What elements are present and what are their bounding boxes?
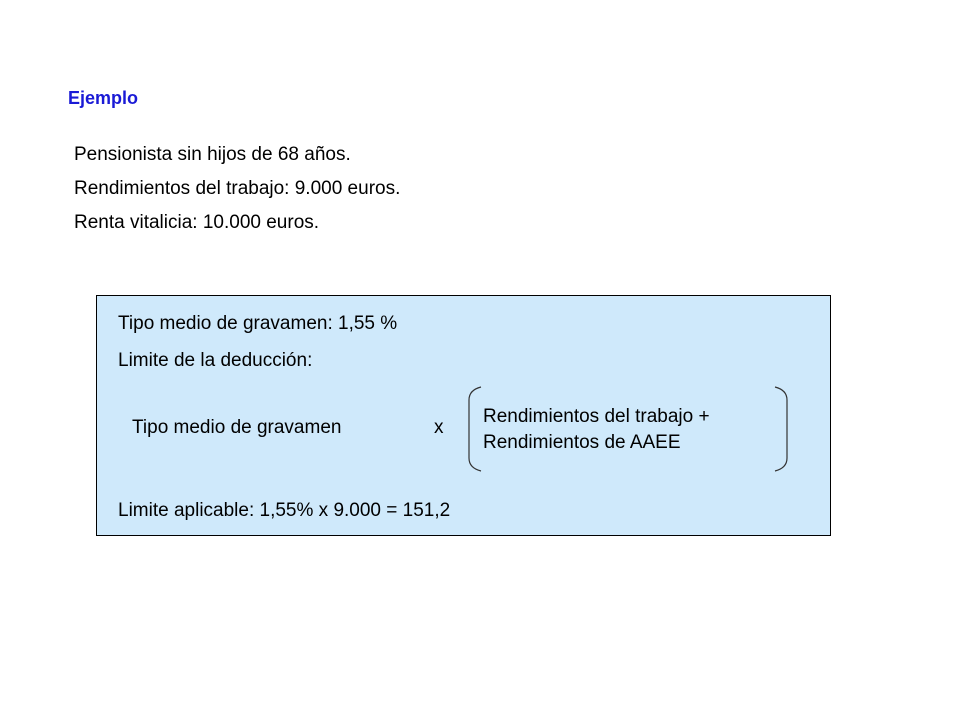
intro-text <box>74 138 400 240</box>
deduction-limit-label: Limite de la deducción: <box>118 350 313 371</box>
intro-line-life-annuity: Renta vitalicia: 10.000 euros. <box>74 212 320 233</box>
formula-factor: Tipo medio de gravamen <box>132 417 342 438</box>
formula-income-terms <box>483 404 710 456</box>
formula-term-business-income: Rendimientos de AAEE <box>483 432 681 453</box>
intro-line-work-income: Rendimientos del trabajo: 9.000 euros. <box>74 178 401 199</box>
formula-term-work-income: Rendimientos del trabajo + <box>483 406 710 427</box>
average-tax-rate: Tipo medio de gravamen: 1,55 % <box>118 313 398 334</box>
applicable-limit: Limite aplicable: 1,55% x 9.000 = 151,2 <box>118 500 451 521</box>
left-bracket-icon <box>467 386 483 472</box>
right-bracket-icon <box>773 386 789 472</box>
formula-operator: x <box>434 417 444 438</box>
example-title: Ejemplo <box>68 88 139 108</box>
calculation-box <box>96 295 831 536</box>
intro-line-pensioner: Pensionista sin hijos de 68 años. <box>74 144 351 165</box>
